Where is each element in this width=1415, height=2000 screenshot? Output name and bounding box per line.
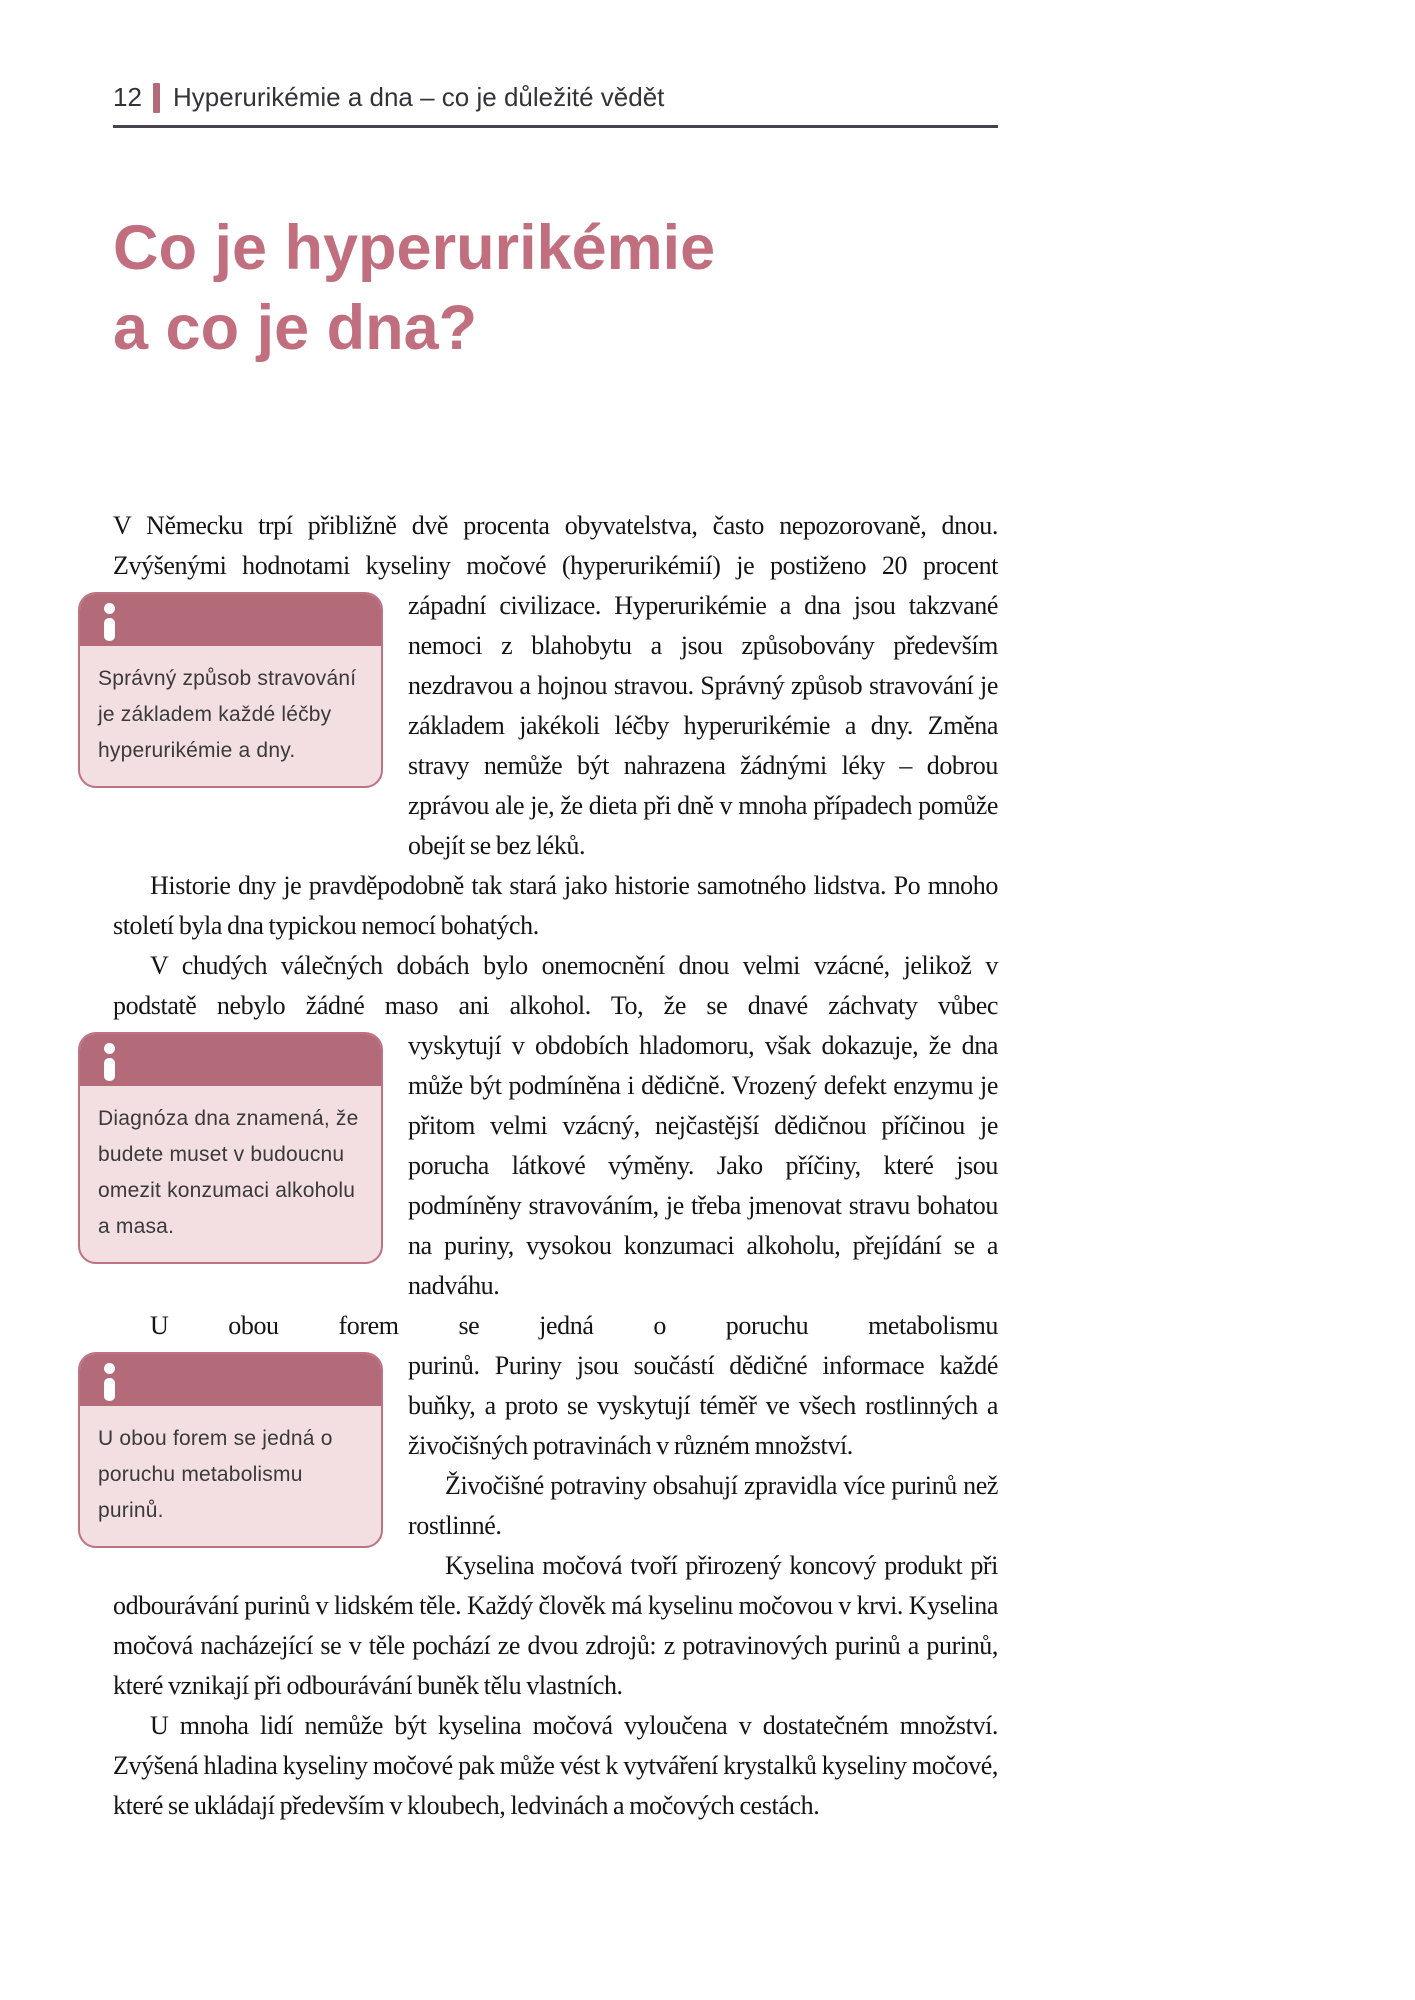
page-content: [98, 0, 998, 1826]
paragraph-4-intro: [113, 1306, 998, 1346]
chapter-title-line1: Co je hyperurikémie: [113, 213, 716, 283]
paragraph-text: U mnoha lidí nemůže být kyselina močová vyloučena v dostatečném množství. Zvýšená hladina kyseliny močové pak může vést k vytváření krystalků kyseliny močové, které se ukládají především v kloubech, ledvinách a močových cestách.: [113, 1711, 998, 1820]
info-icon-dot: [104, 603, 115, 614]
info-icon-stem: [104, 1378, 115, 1401]
page-number: 12: [113, 82, 142, 112]
paragraph-text: Historie dny je pravděpodobně tak stará jako historie samotného lidstva. Po mnoho století byla dna typickou nemocí bohatých.: [113, 871, 998, 940]
info-icon: [104, 603, 115, 641]
info-icon-stem: [104, 1058, 115, 1081]
info-box-3-header: [80, 1354, 381, 1406]
info-icon-stem: [104, 618, 115, 641]
paragraph-text: purinů. Puriny jsou součástí dědičné informace každé buňky, a proto se vyskytují téměř ve všech rostlinných a živočišných potravinách v různém množství.: [408, 1351, 998, 1460]
paragraph-3-continued: [98, 1026, 998, 1306]
info-box-1-text: Správný způsob stravování je základem každé léčby hyperurikémie a dny.: [98, 667, 357, 762]
info-box-3-text: U obou forem se jedná o poruchu metabolismu purinů.: [98, 1427, 333, 1522]
chapter-title: [113, 208, 998, 368]
paragraph-3-intro: [113, 946, 998, 1026]
paragraph-6: [113, 1546, 998, 1706]
paragraph-1-continued: [98, 586, 998, 866]
running-title: Hyperurikémie a dna – co je důležité vědět: [173, 82, 665, 112]
info-box-1: [78, 592, 383, 788]
info-box-1-header: [80, 594, 381, 646]
paragraph-2: [113, 866, 998, 946]
header-rule: [113, 125, 998, 128]
info-icon-dot: [104, 1043, 115, 1054]
chapter-title-line2: a co je dna?: [113, 293, 478, 363]
info-icon: [104, 1043, 115, 1081]
paragraph-text: vyskytují v obdobích hladomoru, však dokazuje, že dna může být podmíněna i dědičně. Vrozený defekt enzymu je přitom velmi vzácný, nejčastější dědičnou příčinou je porucha látkové výměny. Jako příčiny, které jsou podmíněny stravováním, je třeba jmenovat stravu bohatou na puriny, vysokou konzumaci alkoholu, přejídání se a nadváhu.: [408, 1031, 998, 1300]
paragraph-text: U obou forem se jedná o poruchu metabolismu: [150, 1311, 998, 1340]
paragraph-7: [113, 1706, 998, 1826]
paragraph-text: Kyselina močová tvoří přirozený koncový produkt při odbourávání purinů v lidském těle. Každý člověk má kyselinu močovou v krvi. Kyselina močová nacházející se v těle pochází ze dvou zdrojů: z potravinových purinů a purinů, které vznikají při odbourávání buněk tělu vlastních.: [113, 1551, 998, 1700]
info-box-3: [78, 1352, 383, 1548]
header-separator-bar: [153, 83, 160, 113]
paragraph-text: Živočišné potraviny obsahují zpravidla více purinů než rostlinné.: [408, 1471, 998, 1540]
paragraph-text: V chudých válečných dobách bylo onemocnění dnou velmi vzácné, jelikož v podstatě nebylo žádné maso ani alkohol. To, že se dnavé záchvaty vůbec: [113, 951, 998, 1020]
info-icon-dot: [104, 1363, 115, 1374]
info-box-2-text: Diagnóza dna znamená, že budete muset v budoucnu omezit konzumaci alkoholu a masa.: [98, 1107, 359, 1238]
info-box-2-header: [80, 1034, 381, 1086]
paragraph-1-intro: [113, 506, 998, 586]
running-header: [113, 0, 998, 113]
info-box-2: [78, 1032, 383, 1264]
paragraph-text: západní civilizace. Hyperurikémie a dna jsou takzvané nemoci z blahobytu a jsou způsobovány především nezdravou a hojnou stravou. Správný způsob stravování je základem jakékoli léčby hyperurikémie a dny. Změna stravy nemůže být nahrazena žádnými léky – dobrou zprávou ale je, že dieta při dně v mnoha případech pomůže obejít se bez léků.: [408, 591, 998, 860]
body-text: [98, 506, 998, 1826]
info-icon: [104, 1363, 115, 1401]
paragraph-text: V Německu trpí přibližně dvě procenta obyvatelstva, často nepozorovaně, dnou. Zvýšenými hodnotami kyseliny močové (hyperurikémií) je postiženo 20 procent: [113, 511, 998, 580]
